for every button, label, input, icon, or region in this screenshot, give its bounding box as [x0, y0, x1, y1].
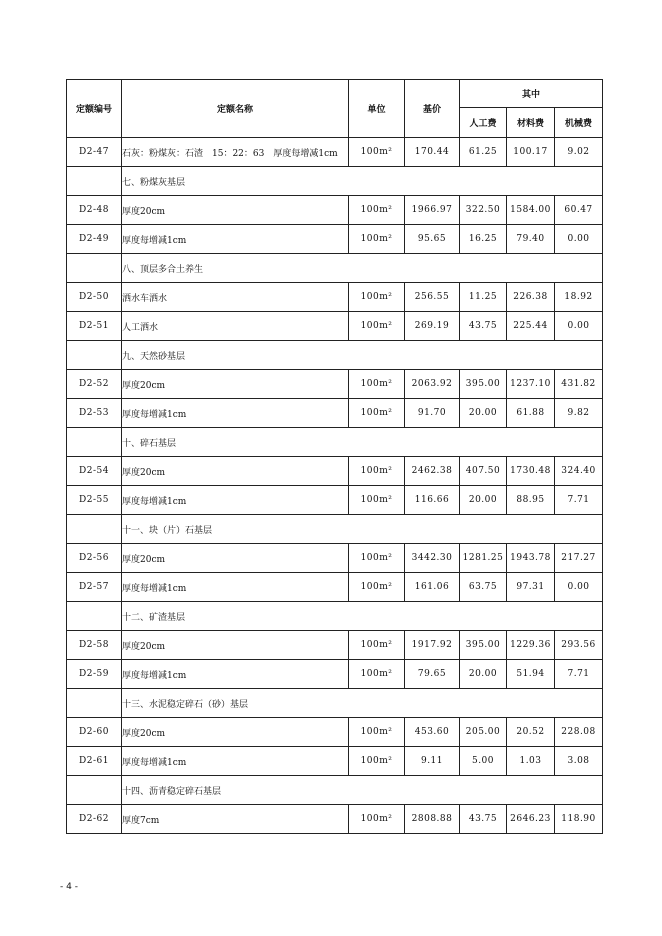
- table-row: [67, 718, 603, 747]
- header-name: 定额名称: [122, 80, 349, 138]
- section-code-cell: [67, 254, 122, 283]
- material-cost-cell: 61.88: [507, 399, 555, 428]
- section-title: 七、粉煤灰基层: [122, 167, 603, 196]
- unit-cell: 100m²: [349, 718, 405, 747]
- code-cell: D2-54: [67, 457, 122, 486]
- material-cost-cell: 1730.48: [507, 457, 555, 486]
- code-cell: D2-51: [67, 312, 122, 341]
- unit-cell: 100m²: [349, 457, 405, 486]
- section-code-cell: [67, 602, 122, 631]
- section-title: 十二、矿渣基层: [122, 602, 603, 631]
- header-labor: 人工费: [460, 108, 507, 138]
- base-price-cell: 116.66: [405, 486, 460, 515]
- base-price-cell: 79.65: [405, 660, 460, 689]
- machine-cost-cell: 7.71: [555, 660, 603, 689]
- base-price-cell: 269.19: [405, 312, 460, 341]
- code-cell: D2-50: [67, 283, 122, 312]
- unit-cell: 100m²: [349, 283, 405, 312]
- machine-cost-cell: 9.82: [555, 399, 603, 428]
- table-row: [67, 457, 603, 486]
- section-row: [67, 515, 603, 544]
- material-cost-cell: 1943.78: [507, 544, 555, 573]
- labor-cost-cell: 43.75: [460, 312, 507, 341]
- header-unit: 单位: [349, 80, 405, 138]
- labor-cost-cell: 322.50: [460, 196, 507, 225]
- machine-cost-cell: 7.71: [555, 486, 603, 515]
- name-cell: 厚度每增减1cm: [122, 486, 349, 515]
- material-cost-cell: 1229.36: [507, 631, 555, 660]
- code-cell: D2-57: [67, 573, 122, 602]
- base-price-cell: 453.60: [405, 718, 460, 747]
- section-code-cell: [67, 341, 122, 370]
- table-row: [67, 747, 603, 776]
- table-row: [67, 370, 603, 399]
- table-row: [67, 631, 603, 660]
- labor-cost-cell: 1281.25: [460, 544, 507, 573]
- machine-cost-cell: 118.90: [555, 805, 603, 834]
- section-row: [67, 254, 603, 283]
- material-cost-cell: 226.38: [507, 283, 555, 312]
- code-cell: D2-47: [67, 138, 122, 167]
- section-title: 十三、水泥稳定碎石（砂）基层: [122, 689, 603, 718]
- machine-cost-cell: 0.00: [555, 312, 603, 341]
- material-cost-cell: 1.03: [507, 747, 555, 776]
- code-cell: D2-48: [67, 196, 122, 225]
- machine-cost-cell: 324.40: [555, 457, 603, 486]
- base-price-cell: 2063.92: [405, 370, 460, 399]
- section-row: [67, 689, 603, 718]
- unit-cell: 100m²: [349, 312, 405, 341]
- name-cell: 厚度20cm: [122, 370, 349, 399]
- machine-cost-cell: 3.08: [555, 747, 603, 776]
- section-code-cell: [67, 428, 122, 457]
- section-row: [67, 776, 603, 805]
- section-code-cell: [67, 515, 122, 544]
- code-cell: D2-60: [67, 718, 122, 747]
- header-base-price: 基价: [405, 80, 460, 138]
- material-cost-cell: 1237.10: [507, 370, 555, 399]
- labor-cost-cell: 395.00: [460, 631, 507, 660]
- material-cost-cell: 1584.00: [507, 196, 555, 225]
- header-of-which: 其中: [460, 80, 603, 108]
- name-cell: 厚度每增减1cm: [122, 573, 349, 602]
- labor-cost-cell: 63.75: [460, 573, 507, 602]
- base-price-cell: 170.44: [405, 138, 460, 167]
- base-price-cell: 2462.38: [405, 457, 460, 486]
- labor-cost-cell: 395.00: [460, 370, 507, 399]
- code-cell: D2-55: [67, 486, 122, 515]
- labor-cost-cell: 11.25: [460, 283, 507, 312]
- material-cost-cell: 97.31: [507, 573, 555, 602]
- section-title: 九、天然砂基层: [122, 341, 603, 370]
- machine-cost-cell: 293.56: [555, 631, 603, 660]
- machine-cost-cell: 217.27: [555, 544, 603, 573]
- section-code-cell: [67, 689, 122, 718]
- material-cost-cell: 100.17: [507, 138, 555, 167]
- labor-cost-cell: 61.25: [460, 138, 507, 167]
- table-body: [67, 138, 603, 834]
- name-cell: 洒水车洒水: [122, 283, 349, 312]
- name-cell: 厚度20cm: [122, 457, 349, 486]
- base-price-cell: 1966.97: [405, 196, 460, 225]
- name-cell: 厚度每增减1cm: [122, 660, 349, 689]
- unit-cell: 100m²: [349, 196, 405, 225]
- table-row: [67, 399, 603, 428]
- machine-cost-cell: 228.08: [555, 718, 603, 747]
- code-cell: D2-53: [67, 399, 122, 428]
- labor-cost-cell: 205.00: [460, 718, 507, 747]
- unit-cell: 100m²: [349, 631, 405, 660]
- unit-cell: 100m²: [349, 486, 405, 515]
- base-price-cell: 256.55: [405, 283, 460, 312]
- table-row: [67, 660, 603, 689]
- code-cell: D2-61: [67, 747, 122, 776]
- name-cell: 厚度20cm: [122, 196, 349, 225]
- labor-cost-cell: 20.00: [460, 486, 507, 515]
- section-row: [67, 428, 603, 457]
- section-title: 十一、块（片）石基层: [122, 515, 603, 544]
- unit-cell: 100m²: [349, 747, 405, 776]
- unit-cell: 100m²: [349, 573, 405, 602]
- labor-cost-cell: 407.50: [460, 457, 507, 486]
- machine-cost-cell: 9.02: [555, 138, 603, 167]
- table-row: [67, 312, 603, 341]
- header-material: 材料费: [507, 108, 555, 138]
- table-row: [67, 196, 603, 225]
- name-cell: 厚度7cm: [122, 805, 349, 834]
- table-row: [67, 225, 603, 254]
- base-price-cell: 95.65: [405, 225, 460, 254]
- name-cell: 厚度20cm: [122, 544, 349, 573]
- table-header: [67, 80, 603, 138]
- section-code-cell: [67, 167, 122, 196]
- section-row: [67, 167, 603, 196]
- code-cell: D2-56: [67, 544, 122, 573]
- material-cost-cell: 88.95: [507, 486, 555, 515]
- section-title: 十、碎石基层: [122, 428, 603, 457]
- name-cell: 厚度20cm: [122, 718, 349, 747]
- code-cell: D2-58: [67, 631, 122, 660]
- labor-cost-cell: 20.00: [460, 660, 507, 689]
- unit-cell: 100m²: [349, 399, 405, 428]
- base-price-cell: 3442.30: [405, 544, 460, 573]
- base-price-cell: 91.70: [405, 399, 460, 428]
- table-row: [67, 486, 603, 515]
- table-row: [67, 805, 603, 834]
- unit-cell: 100m²: [349, 138, 405, 167]
- material-cost-cell: 2646.23: [507, 805, 555, 834]
- base-price-cell: 2808.88: [405, 805, 460, 834]
- section-code-cell: [67, 776, 122, 805]
- code-cell: D2-49: [67, 225, 122, 254]
- header-machine: 机械费: [555, 108, 603, 138]
- table-row: [67, 544, 603, 573]
- base-price-cell: 161.06: [405, 573, 460, 602]
- name-cell: 石灰：粉煤灰：石渣 15：22：63 厚度每增减1cm: [122, 138, 349, 167]
- table-row: [67, 138, 603, 167]
- name-cell: 厚度20cm: [122, 631, 349, 660]
- name-cell: 人工洒水: [122, 312, 349, 341]
- name-cell: 厚度每增减1cm: [122, 225, 349, 254]
- table-row: [67, 283, 603, 312]
- header-code: 定额编号: [67, 80, 122, 138]
- name-cell: 厚度每增减1cm: [122, 399, 349, 428]
- labor-cost-cell: 16.25: [460, 225, 507, 254]
- name-cell: 厚度每增减1cm: [122, 747, 349, 776]
- unit-cell: 100m²: [349, 370, 405, 399]
- unit-cell: 100m²: [349, 805, 405, 834]
- quota-table: [66, 79, 603, 834]
- unit-cell: 100m²: [349, 660, 405, 689]
- base-price-cell: 9.11: [405, 747, 460, 776]
- code-cell: D2-62: [67, 805, 122, 834]
- code-cell: D2-59: [67, 660, 122, 689]
- unit-cell: 100m²: [349, 544, 405, 573]
- section-row: [67, 602, 603, 631]
- unit-cell: 100m²: [349, 225, 405, 254]
- table-row: [67, 573, 603, 602]
- material-cost-cell: 79.40: [507, 225, 555, 254]
- machine-cost-cell: 60.47: [555, 196, 603, 225]
- machine-cost-cell: 0.00: [555, 573, 603, 602]
- machine-cost-cell: 0.00: [555, 225, 603, 254]
- machine-cost-cell: 18.92: [555, 283, 603, 312]
- machine-cost-cell: 431.82: [555, 370, 603, 399]
- section-row: [67, 341, 603, 370]
- material-cost-cell: 51.94: [507, 660, 555, 689]
- labor-cost-cell: 5.00: [460, 747, 507, 776]
- material-cost-cell: 20.52: [507, 718, 555, 747]
- material-cost-cell: 225.44: [507, 312, 555, 341]
- section-title: 十四、沥青稳定碎石基层: [122, 776, 603, 805]
- code-cell: D2-52: [67, 370, 122, 399]
- labor-cost-cell: 20.00: [460, 399, 507, 428]
- base-price-cell: 1917.92: [405, 631, 460, 660]
- page-number: - 4 -: [60, 882, 78, 892]
- section-title: 八、顶层多合土养生: [122, 254, 603, 283]
- labor-cost-cell: 43.75: [460, 805, 507, 834]
